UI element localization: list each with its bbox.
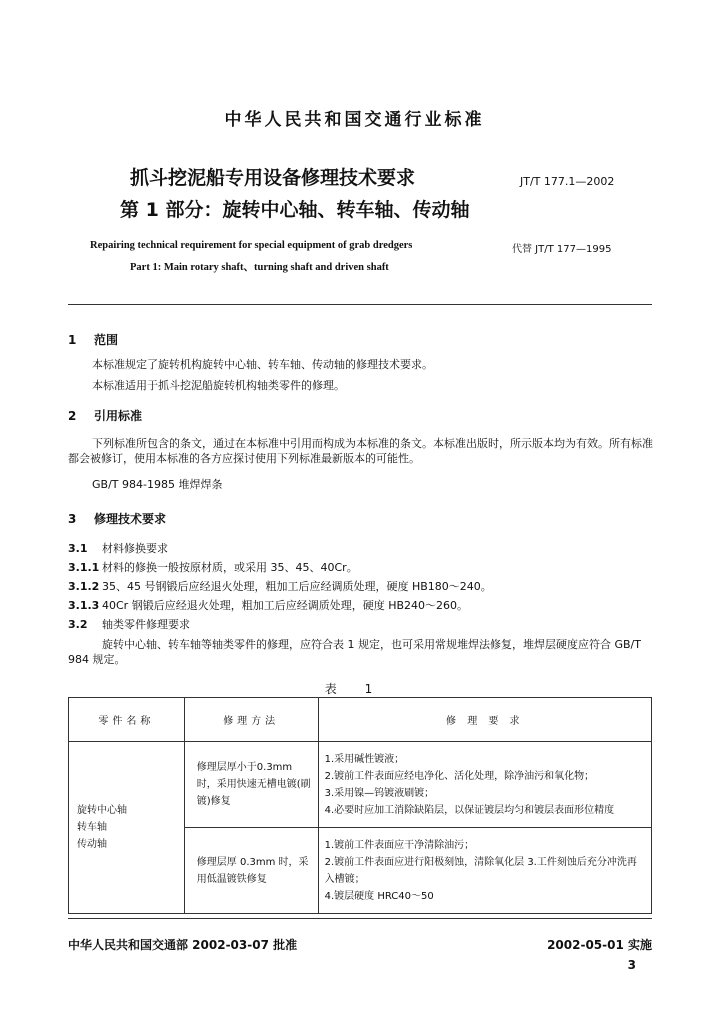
requirement-item: 1.采用碱性镀液； [324,753,405,765]
section-1-number: 1 [68,333,77,347]
section-2-reference: GB/T 984-1985 堆焊焊条 [92,478,223,491]
effective-date: 2002-05-01 实施 [547,938,652,952]
section-3-title: 修理技术要求 [94,512,167,526]
standard-number: JT/T 177.1—2002 [520,175,615,188]
header-repair-requirement: 修 理 要 求 [318,698,651,742]
clause-3-1-2 [68,578,492,594]
requirement-item: 4.镀层硬度 HRC40～50 [324,890,434,902]
clause-3-1-text: 材料修换要求 [102,542,168,555]
repair-method-cell: 修理层厚小于0.3mm 时，采用快速无槽电镀(刷镀)修复 [184,742,318,828]
header-part-name: 零件名称 [69,698,185,742]
title-line-2: 第 1 部分：旋转中心轴、转车轴、传动轴 [120,199,470,221]
title-line-1: 抓斗挖泥船专用设备修理技术要求 [130,167,416,189]
repair-method-cell: 修理层厚 0.3mm 时，采用低温镀铁修复 [184,828,318,914]
clause-3-2-text: 轴类零件修理要求 [102,618,190,631]
clause-3-1-2-text: 35、45 号钢锻后应经退火处理，粗加工后应经调质处理，硬度 HB180～240。 [102,580,492,593]
footer-divider [68,918,652,919]
repair-requirement-cell [318,742,651,828]
clause-3-1-3-number: 3.1.3 [68,599,100,612]
part-name-line: 转车轴 [77,822,107,833]
clause-3-1-2-number: 3.1.2 [68,580,100,593]
section-2-para-1: 下列标准所包含的条文，通过在本标准中引用而构成为本标准的条文。本标准出版时，所示版本均为有效。所有标准都会被修订，使用本标准的各方应探讨使用下列标准最新版本的可能性。 [68,437,653,465]
clause-3-2 [68,616,190,632]
repair-requirements-table [68,697,652,914]
clause-3-1 [68,540,168,556]
clause-3-1-3-text: 40Cr 钢锻后应经退火处理，粗加工后应经调质处理，硬度 HB240～260。 [102,599,469,612]
table-row [69,742,652,828]
clause-3-1-1-number: 3.1.1 [68,561,100,574]
requirement-item: 4.必要时应加工消除缺陷层，以保证镀层均匀和镀层表面形位精度 [324,804,615,816]
header-divider [68,304,652,305]
section-1-title: 范围 [94,333,119,347]
section-3-number: 3 [68,512,77,526]
section-1-para-1: 本标准规定了旋转机构旋转中心轴、转车轴、传动轴的修理技术要求。 [92,358,433,371]
section-2-number: 2 [68,409,77,423]
clause-3-1-1 [68,559,358,575]
requirement-item: 2.镀前工件表面应进行阳极刻蚀，清除氧化层 3.工件刻蚀后充分冲洗再入槽镀； [324,856,637,885]
clause-3-1-1-text: 材料的修换一般按原材质，或采用 35、45、40Cr。 [102,561,358,574]
part-name-line: 传动轴 [77,839,107,850]
section-2-heading [68,407,142,424]
clause-3-1-number: 3.1 [68,542,88,555]
requirement-item: 2.镀前工件表面应经电净化、活化处理，除净油污和氧化物； [324,770,595,782]
section-1-para-2: 本标准适用于抓斗挖泥船旋转机构轴类零件的修理。 [92,379,345,392]
page-number: 3 [627,958,636,972]
section-3-heading [68,510,166,527]
header-repair-method: 修理方法 [184,698,318,742]
section-2-title: 引用标准 [94,409,143,423]
part-name-line: 旋转中心轴 [77,805,127,816]
clause-3-2-number: 3.2 [68,618,88,631]
english-title-line-1: Repairing technical requirement for special equipment of grab dredgers [90,240,413,251]
approval-statement: 中华人民共和国交通部 2002-03-07 批准 [68,938,298,952]
clause-3-1-3 [68,597,468,613]
requirement-item: 1.镀前工件表面应干净清除油污； [324,839,475,851]
clause-3-2-paragraph: 旋转中心轴、转车轴等轴类零件的修理，应符合表 1 规定，也可采用常规堆焊法修复，堆焊层硬度应符合 GB/T 984 规定。 [68,638,641,666]
requirement-item: 3.采用镍—钨镀液刷镀； [324,787,435,799]
table-caption: 表 1 [324,682,385,696]
issuing-organization: 中华人民共和国交通行业标准 [224,110,485,130]
table-header-row [69,698,652,742]
section-1-heading [68,331,118,348]
replaces-standard: 代替 JT/T 177—1995 [512,244,612,255]
repair-requirement-cell [318,828,651,914]
english-title-line-2: Part 1: Main rotary shaft、turning shaft and driven shaft [130,262,389,273]
part-name-cell [69,742,185,914]
